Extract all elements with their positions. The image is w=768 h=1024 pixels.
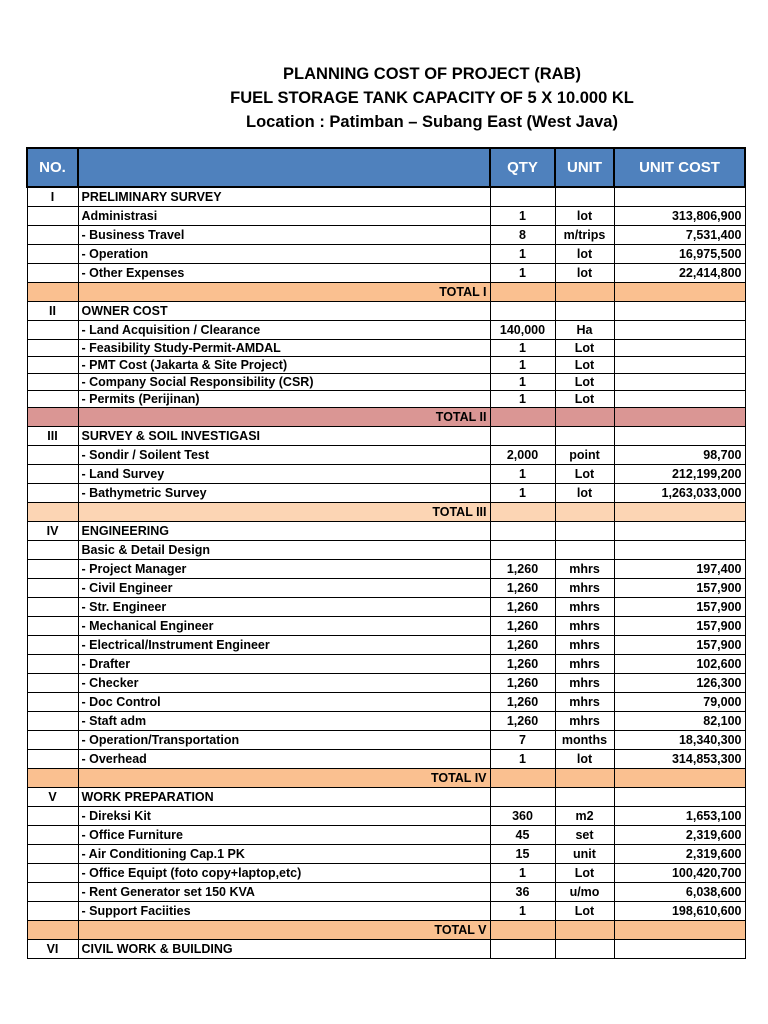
row-unit <box>555 407 614 426</box>
header-unit-cost: UNIT COST <box>614 148 745 187</box>
row-unit: Lot <box>555 390 614 407</box>
row-unit-cost <box>614 187 745 206</box>
header-description <box>78 148 490 187</box>
row-number <box>27 502 78 521</box>
row-unit-cost: 2,319,600 <box>614 825 745 844</box>
row-unit: mhrs <box>555 692 614 711</box>
row-unit-cost <box>614 390 745 407</box>
row-number: I <box>27 187 78 206</box>
row-qty: 2,000 <box>490 445 555 464</box>
row-unit: Lot <box>555 464 614 483</box>
row-unit: m/trips <box>555 225 614 244</box>
row-description: Basic & Detail Design <box>78 540 490 559</box>
row-description: - Project Manager <box>78 559 490 578</box>
table-row <box>27 244 745 263</box>
row-unit-cost <box>614 920 745 939</box>
row-number <box>27 730 78 749</box>
row-unit-cost: 1,263,033,000 <box>614 483 745 502</box>
row-unit: point <box>555 445 614 464</box>
row-qty: 360 <box>490 806 555 825</box>
row-number <box>27 920 78 939</box>
total-row <box>27 407 745 426</box>
row-qty: 36 <box>490 882 555 901</box>
total-row <box>27 920 745 939</box>
row-unit <box>555 768 614 787</box>
section-row <box>27 521 745 540</box>
row-unit: Lot <box>555 901 614 920</box>
row-qty: 15 <box>490 844 555 863</box>
total-row <box>27 282 745 301</box>
title-line-1: PLANNING COST OF PROJECT (RAB) <box>283 65 581 83</box>
row-qty: 1 <box>490 263 555 282</box>
table-row <box>27 673 745 692</box>
row-description: - Rent Generator set 150 KVA <box>78 882 490 901</box>
row-unit-cost: 212,199,200 <box>614 464 745 483</box>
row-unit-cost: 16,975,500 <box>614 244 745 263</box>
row-number <box>27 320 78 339</box>
table-row <box>27 320 745 339</box>
row-description: - Feasibility Study-Permit-AMDAL <box>78 339 490 356</box>
row-unit: mhrs <box>555 673 614 692</box>
row-number <box>27 559 78 578</box>
row-unit: m2 <box>555 806 614 825</box>
row-unit-cost <box>614 540 745 559</box>
row-unit <box>555 426 614 445</box>
row-description: - Permits (Perijinan) <box>78 390 490 407</box>
row-qty: 1,260 <box>490 578 555 597</box>
row-number <box>27 390 78 407</box>
row-qty <box>490 407 555 426</box>
row-qty <box>490 301 555 320</box>
row-number <box>27 616 78 635</box>
row-description: - Air Conditioning Cap.1 PK <box>78 844 490 863</box>
total-row <box>27 502 745 521</box>
row-description: - Land Acquisition / Clearance <box>78 320 490 339</box>
row-unit-cost: 6,038,600 <box>614 882 745 901</box>
row-description: - Checker <box>78 673 490 692</box>
row-description: - Sondir / Soilent Test <box>78 445 490 464</box>
row-qty <box>490 521 555 540</box>
row-unit-cost: 18,340,300 <box>614 730 745 749</box>
row-unit: Lot <box>555 339 614 356</box>
row-number <box>27 483 78 502</box>
row-number <box>27 282 78 301</box>
row-unit <box>555 301 614 320</box>
row-qty <box>490 939 555 958</box>
row-unit-cost: 157,900 <box>614 578 745 597</box>
table-row <box>27 692 745 711</box>
row-qty: 1,260 <box>490 711 555 730</box>
row-description: - Office Equipt (foto copy+laptop,etc) <box>78 863 490 882</box>
row-unit: mhrs <box>555 559 614 578</box>
section-row <box>27 301 745 320</box>
row-description: - Land Survey <box>78 464 490 483</box>
row-qty: 1 <box>490 356 555 373</box>
row-description: - Mechanical Engineer <box>78 616 490 635</box>
row-description: - Bathymetric Survey <box>78 483 490 502</box>
row-unit-cost: 22,414,800 <box>614 263 745 282</box>
row-unit-cost: 1,653,100 <box>614 806 745 825</box>
row-description: - Operation/Transportation <box>78 730 490 749</box>
row-description: SURVEY & SOIL INVESTIGASI <box>78 426 490 445</box>
row-unit <box>555 787 614 806</box>
row-unit-cost <box>614 426 745 445</box>
row-unit: mhrs <box>555 711 614 730</box>
row-number <box>27 844 78 863</box>
row-unit <box>555 502 614 521</box>
row-number: V <box>27 787 78 806</box>
table-row <box>27 483 745 502</box>
row-qty: 1 <box>490 863 555 882</box>
document-title-block <box>0 62 768 134</box>
row-description: - Staft adm <box>78 711 490 730</box>
table-row <box>27 749 745 768</box>
total-row <box>27 768 745 787</box>
row-qty <box>490 787 555 806</box>
row-unit: mhrs <box>555 597 614 616</box>
row-qty: 1,260 <box>490 673 555 692</box>
row-number <box>27 901 78 920</box>
section-row <box>27 939 745 958</box>
row-unit: lot <box>555 263 614 282</box>
row-qty: 1,260 <box>490 616 555 635</box>
title-line-2: FUEL STORAGE TANK CAPACITY OF 5 X 10.000 KL <box>230 89 634 107</box>
row-description: - Support Faciities <box>78 901 490 920</box>
table-row <box>27 730 745 749</box>
section-row <box>27 426 745 445</box>
row-number: II <box>27 301 78 320</box>
row-unit-cost <box>614 768 745 787</box>
table-row <box>27 901 745 920</box>
row-description: CIVIL WORK & BUILDING <box>78 939 490 958</box>
title-line-3: Location : Patimban – Subang East (West Java) <box>246 113 618 131</box>
row-number <box>27 597 78 616</box>
row-description: Administrasi <box>78 206 490 225</box>
table-row <box>27 263 745 282</box>
row-qty: 1 <box>490 749 555 768</box>
row-unit-cost: 126,300 <box>614 673 745 692</box>
row-unit <box>555 540 614 559</box>
row-unit-cost <box>614 320 745 339</box>
table-row <box>27 882 745 901</box>
row-unit-cost: 198,610,600 <box>614 901 745 920</box>
row-description: - Operation <box>78 244 490 263</box>
row-unit-cost: 79,000 <box>614 692 745 711</box>
row-unit: lot <box>555 244 614 263</box>
row-unit <box>555 939 614 958</box>
row-unit-cost <box>614 356 745 373</box>
row-unit-cost <box>614 521 745 540</box>
row-unit-cost: 82,100 <box>614 711 745 730</box>
row-qty <box>490 768 555 787</box>
row-description: - Doc Control <box>78 692 490 711</box>
header-no: NO. <box>27 148 78 187</box>
row-unit: Lot <box>555 373 614 390</box>
row-description: TOTAL II <box>78 407 490 426</box>
row-unit: mhrs <box>555 654 614 673</box>
row-unit-cost <box>614 339 745 356</box>
row-description: - Civil Engineer <box>78 578 490 597</box>
row-unit: mhrs <box>555 635 614 654</box>
row-description: - Overhead <box>78 749 490 768</box>
row-qty: 1 <box>490 390 555 407</box>
row-unit-cost <box>614 301 745 320</box>
row-unit: mhrs <box>555 578 614 597</box>
row-unit-cost: 157,900 <box>614 635 745 654</box>
row-number <box>27 806 78 825</box>
row-description: - Electrical/Instrument Engineer <box>78 635 490 654</box>
row-unit-cost: 157,900 <box>614 597 745 616</box>
section-row <box>27 187 745 206</box>
row-number <box>27 882 78 901</box>
row-unit: Lot <box>555 356 614 373</box>
row-unit-cost <box>614 939 745 958</box>
row-unit-cost: 157,900 <box>614 616 745 635</box>
row-qty: 1 <box>490 901 555 920</box>
table-header-row <box>27 148 745 187</box>
row-description: - PMT Cost (Jakarta & Site Project) <box>78 356 490 373</box>
row-number <box>27 445 78 464</box>
row-qty: 1,260 <box>490 635 555 654</box>
row-number <box>27 654 78 673</box>
row-unit-cost <box>614 407 745 426</box>
cost-table <box>26 147 746 959</box>
row-qty: 7 <box>490 730 555 749</box>
table-row <box>27 339 745 356</box>
row-number <box>27 768 78 787</box>
row-unit: Lot <box>555 863 614 882</box>
table-row <box>27 635 745 654</box>
table-body <box>27 187 745 958</box>
row-qty: 1 <box>490 373 555 390</box>
row-number <box>27 225 78 244</box>
row-description: TOTAL III <box>78 502 490 521</box>
table-row <box>27 844 745 863</box>
row-unit-cost <box>614 502 745 521</box>
table-row <box>27 373 745 390</box>
row-number <box>27 863 78 882</box>
row-description: PRELIMINARY SURVEY <box>78 187 490 206</box>
row-unit-cost: 7,531,400 <box>614 225 745 244</box>
row-description: OWNER COST <box>78 301 490 320</box>
row-qty: 8 <box>490 225 555 244</box>
row-unit-cost: 197,400 <box>614 559 745 578</box>
row-unit <box>555 187 614 206</box>
row-number: VI <box>27 939 78 958</box>
row-unit: set <box>555 825 614 844</box>
row-description: WORK PREPARATION <box>78 787 490 806</box>
header-qty: QTY <box>490 148 555 187</box>
row-number <box>27 749 78 768</box>
row-qty: 1,260 <box>490 654 555 673</box>
table-row <box>27 654 745 673</box>
row-unit-cost: 100,420,700 <box>614 863 745 882</box>
row-description: - Business Travel <box>78 225 490 244</box>
row-unit-cost <box>614 282 745 301</box>
row-unit-cost: 102,600 <box>614 654 745 673</box>
row-description: - Other Expenses <box>78 263 490 282</box>
row-number <box>27 578 78 597</box>
row-unit-cost <box>614 373 745 390</box>
row-unit-cost: 2,319,600 <box>614 844 745 863</box>
row-number <box>27 692 78 711</box>
row-number <box>27 540 78 559</box>
table-row <box>27 863 745 882</box>
row-qty: 1 <box>490 464 555 483</box>
row-unit: lot <box>555 206 614 225</box>
section-row <box>27 787 745 806</box>
row-unit: u/mo <box>555 882 614 901</box>
table-row <box>27 540 745 559</box>
row-number <box>27 206 78 225</box>
row-description: - Company Social Responsibility (CSR) <box>78 373 490 390</box>
row-qty: 45 <box>490 825 555 844</box>
row-qty <box>490 540 555 559</box>
row-number <box>27 635 78 654</box>
row-number: III <box>27 426 78 445</box>
row-qty: 1 <box>490 244 555 263</box>
row-number <box>27 825 78 844</box>
row-number <box>27 339 78 356</box>
row-number <box>27 356 78 373</box>
row-number: IV <box>27 521 78 540</box>
row-number <box>27 464 78 483</box>
row-number <box>27 407 78 426</box>
row-qty <box>490 502 555 521</box>
table-row <box>27 206 745 225</box>
row-number <box>27 373 78 390</box>
row-qty <box>490 920 555 939</box>
row-description: - Str. Engineer <box>78 597 490 616</box>
row-qty: 1 <box>490 483 555 502</box>
row-number <box>27 263 78 282</box>
row-description: - Direksi Kit <box>78 806 490 825</box>
row-qty <box>490 187 555 206</box>
row-number <box>27 673 78 692</box>
table-row <box>27 390 745 407</box>
row-unit-cost: 98,700 <box>614 445 745 464</box>
row-qty: 1,260 <box>490 559 555 578</box>
table-row <box>27 597 745 616</box>
row-unit: months <box>555 730 614 749</box>
table-row <box>27 711 745 730</box>
table-row <box>27 464 745 483</box>
row-number <box>27 244 78 263</box>
row-unit <box>555 282 614 301</box>
table-row <box>27 559 745 578</box>
header-unit: UNIT <box>555 148 614 187</box>
row-unit-cost <box>614 787 745 806</box>
row-unit: lot <box>555 483 614 502</box>
row-unit: unit <box>555 844 614 863</box>
row-unit-cost: 313,806,900 <box>614 206 745 225</box>
row-unit: mhrs <box>555 616 614 635</box>
row-description: ENGINEERING <box>78 521 490 540</box>
table-row <box>27 445 745 464</box>
row-unit <box>555 521 614 540</box>
table-row <box>27 578 745 597</box>
row-description: TOTAL V <box>78 920 490 939</box>
table-row <box>27 616 745 635</box>
row-unit <box>555 920 614 939</box>
table-row <box>27 356 745 373</box>
table-row <box>27 806 745 825</box>
row-unit: lot <box>555 749 614 768</box>
row-number <box>27 711 78 730</box>
row-description: - Drafter <box>78 654 490 673</box>
row-qty: 1 <box>490 339 555 356</box>
row-description: TOTAL I <box>78 282 490 301</box>
row-qty: 1,260 <box>490 692 555 711</box>
table-row <box>27 825 745 844</box>
row-unit-cost: 314,853,300 <box>614 749 745 768</box>
row-qty <box>490 426 555 445</box>
table-row <box>27 225 745 244</box>
row-description: - Office Furniture <box>78 825 490 844</box>
row-qty: 1,260 <box>490 597 555 616</box>
row-description: TOTAL IV <box>78 768 490 787</box>
row-qty: 1 <box>490 206 555 225</box>
row-qty: 140,000 <box>490 320 555 339</box>
row-qty <box>490 282 555 301</box>
row-unit: Ha <box>555 320 614 339</box>
